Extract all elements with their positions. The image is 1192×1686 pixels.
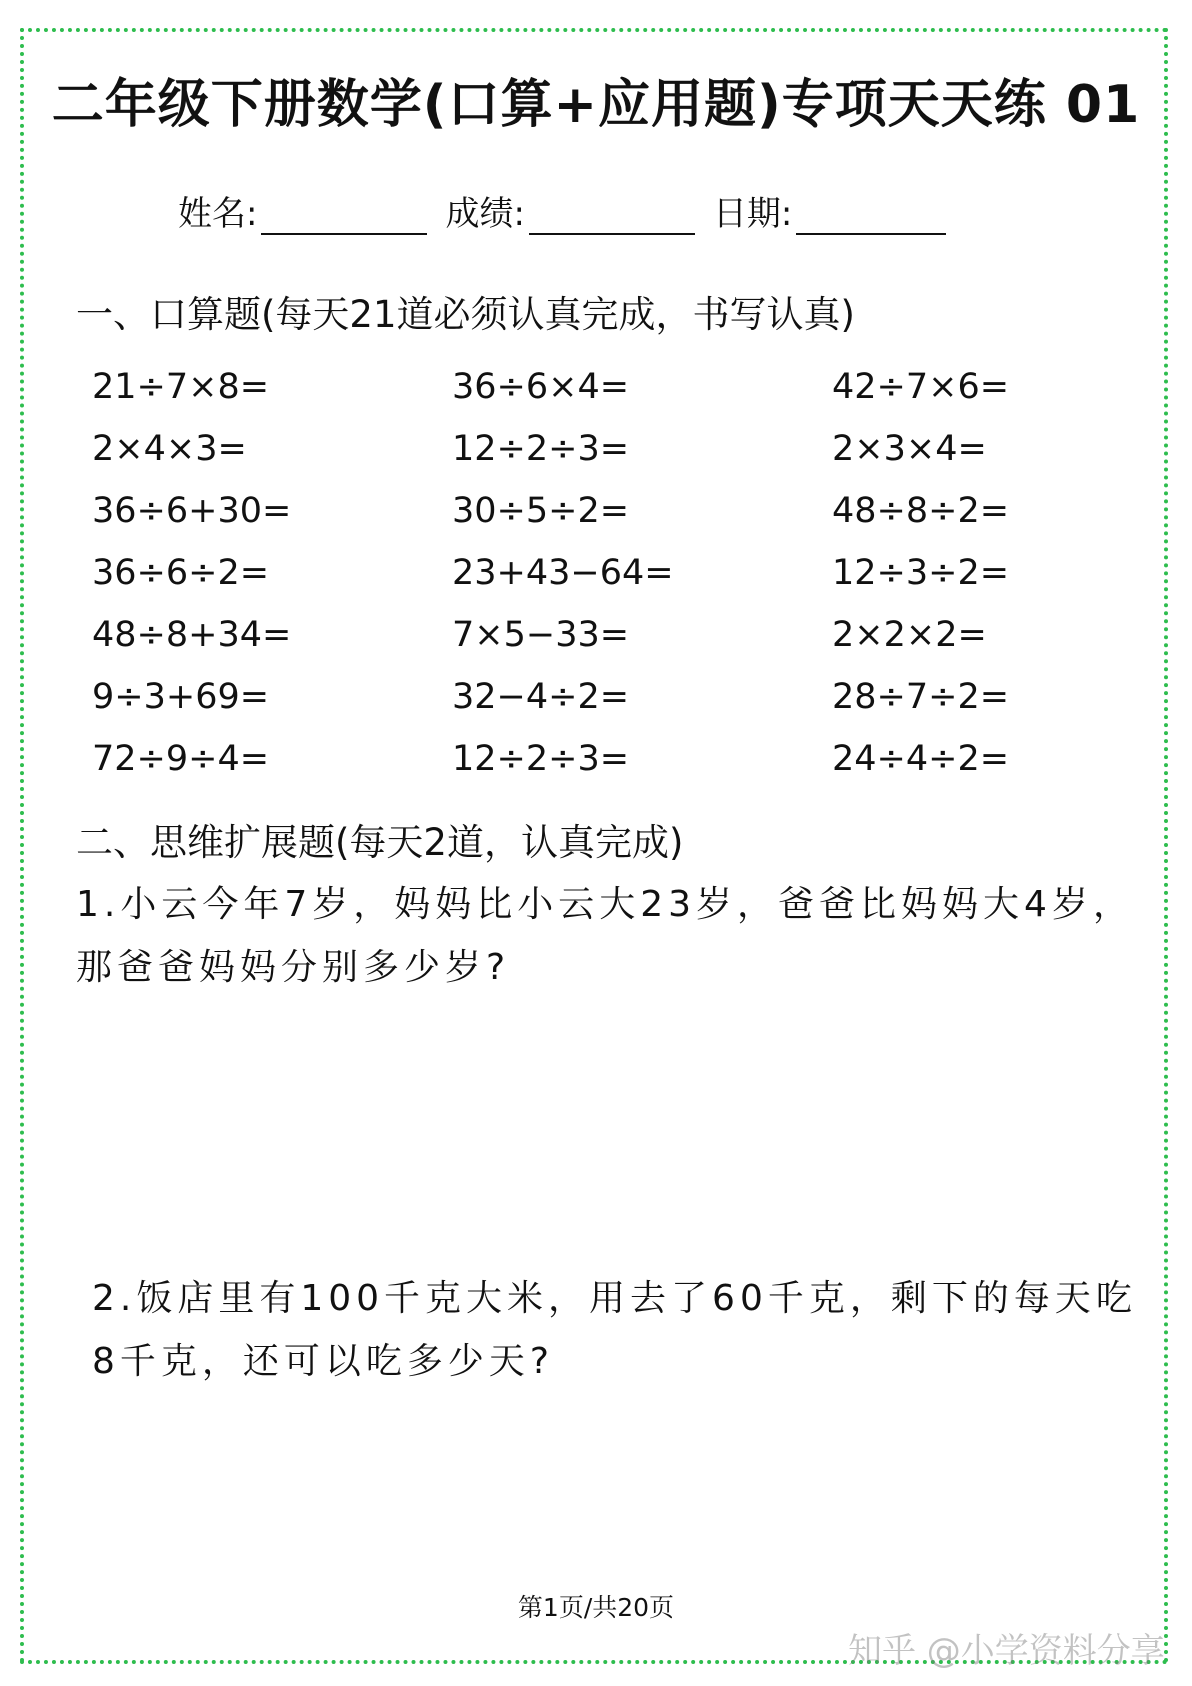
- calc-item: 12÷3÷2=: [832, 553, 1010, 593]
- score-label: 成绩:: [445, 194, 525, 234]
- name-blank: [261, 199, 427, 235]
- problem2-line1: 2.饭店里有100千克大米，用去了60千克，剩下的每天吃: [92, 1278, 1137, 1319]
- section1-title: 一、口算题(每天21道必须认真完成，书写认真): [76, 293, 855, 336]
- calc-item: 32−4÷2=: [452, 677, 630, 717]
- calc-item: 2×2×2=: [832, 615, 987, 655]
- date-label: 日期:: [712, 194, 793, 234]
- calc-item: 36÷6÷2=: [92, 553, 270, 593]
- date-blank: [796, 199, 946, 235]
- name-label: 姓名:: [178, 194, 258, 234]
- section2-title: 二、思维扩展题(每天2道，认真完成): [76, 821, 684, 864]
- calc-item: 12÷2÷3=: [452, 739, 630, 779]
- calc-item: 36÷6+30=: [92, 491, 292, 531]
- score-blank: [529, 199, 695, 235]
- calc-item: 48÷8+34=: [92, 615, 292, 655]
- page-number: 第1页/共20页: [517, 1593, 675, 1622]
- calc-item: 9÷3+69=: [92, 677, 270, 717]
- calc-item: 48÷8÷2=: [832, 491, 1010, 531]
- calc-item: 7×5−33=: [452, 615, 630, 655]
- calc-item: 2×4×3=: [92, 429, 247, 469]
- calc-item: 2×3×4=: [832, 429, 987, 469]
- calc-item: 21÷7×8=: [92, 367, 270, 407]
- calc-item: 72÷9÷4=: [92, 739, 270, 779]
- calc-item: 36÷6×4=: [452, 367, 630, 407]
- calc-item: 42÷7×6=: [832, 367, 1010, 407]
- score-field: [445, 186, 694, 235]
- student-info-row: [178, 186, 964, 235]
- calc-item: 12÷2÷3=: [452, 429, 630, 469]
- problem1-line2: 那爸爸妈妈分别多少岁?: [76, 947, 511, 988]
- calc-item: 30÷5÷2=: [452, 491, 630, 531]
- problem1-line1: 1.小云今年7岁，妈妈比小云大23岁，爸爸比妈妈大4岁，: [76, 884, 1134, 925]
- watermark: 知乎 @小学资料分享: [848, 1631, 1165, 1671]
- name-field: [178, 186, 427, 235]
- calc-item: 28÷7÷2=: [832, 677, 1010, 717]
- calc-item: 24÷4÷2=: [832, 739, 1010, 779]
- calc-item: 23+43−64=: [452, 553, 674, 593]
- worksheet-title: 二年级下册数学(口算+应用题)专项天天练 01: [51, 75, 1141, 135]
- date-field: [713, 186, 946, 235]
- problem2-line2: 8千克，还可以吃多少天?: [92, 1341, 555, 1382]
